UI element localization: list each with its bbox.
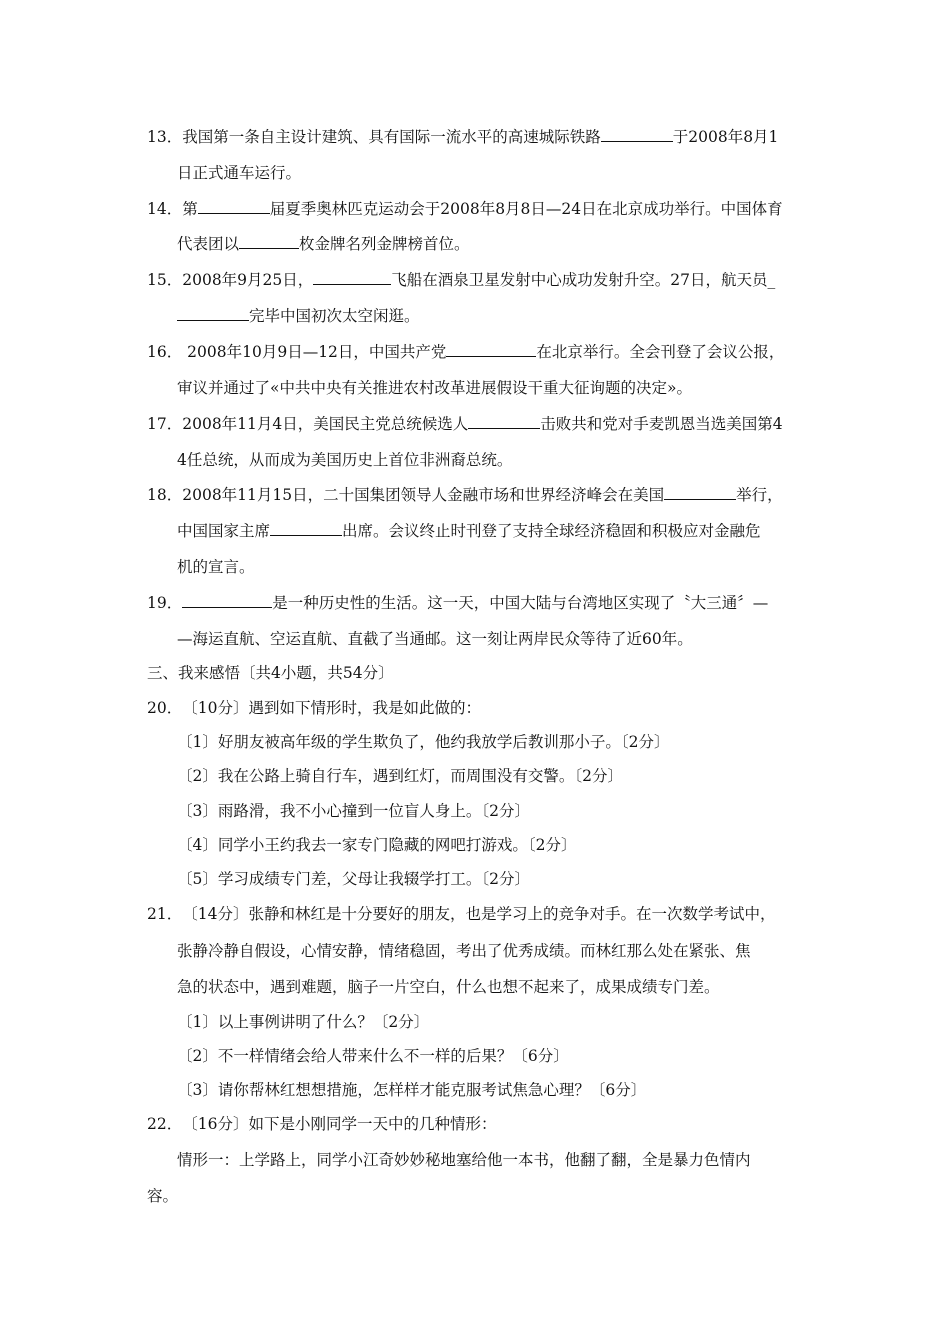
answer-blank[interactable] [446, 341, 536, 357]
question-text: 2008年11月4日，美国民主党总统候选人 [182, 415, 469, 433]
answer-blank[interactable] [198, 198, 270, 214]
question-text: 完毕中国初次太空闲逛。 [249, 307, 420, 325]
question-21-line-1 [147, 903, 775, 925]
question-18-line-1 [147, 484, 783, 506]
question-text: 届夏季奥林匹克运动会于2008年8月8日—24日在北京成功举行。中国体育 [269, 200, 783, 218]
question-13-line-1 [147, 126, 778, 148]
question-text: 〔14分〕张静和林红是十分要好的朋友，也是学习上的竞争对手。在一次数学考试中， [182, 905, 776, 923]
answer-blank[interactable] [239, 233, 299, 249]
question-21-item-1: 〔1〕以上事例讲明了什么？〔2分〕 [177, 1013, 430, 1031]
answer-blank[interactable] [468, 413, 540, 429]
question-22-line-3: 容。 [147, 1187, 179, 1205]
question-text: 飞船在酒泉卫星发射中心成功发射升空。27日，航天员_ [391, 271, 776, 289]
question-number: 17． [147, 415, 183, 433]
question-text: 击败共和党对手麦凯恩当选美国第4 [540, 415, 783, 433]
answer-blank[interactable] [177, 305, 249, 321]
question-number: 19． [147, 594, 183, 612]
question-21-item-2: 〔2〕不一样情绪会给人带来什么不一样的后果？〔6分〕 [177, 1047, 569, 1065]
question-number: 22． [147, 1115, 183, 1133]
question-16-line-2: 审议并通过了«中共中央有关推进农村改革进展假设干重大征询题的决定»。 [177, 379, 692, 397]
question-20-item-4: 〔4〕同学小王约我去一家专门隐藏的网吧打游戏。〔2分〕 [177, 836, 577, 854]
question-18-line-2 [177, 520, 761, 542]
question-text: 于2008年8月1 [672, 128, 779, 146]
question-number: 18． [147, 486, 183, 504]
question-text: 〔16分〕如下是小刚同学一天中的几种情形： [182, 1115, 497, 1133]
question-text: 举行， [736, 486, 783, 504]
question-number: 20． [147, 699, 183, 717]
question-text: 出席。会议终止时刊登了支持全球经济稳固和积极应对金融危 [342, 522, 761, 540]
question-text: 〔10分〕遇到如下情形时，我是如此做的： [182, 699, 481, 717]
question-21-item-3: 〔3〕请你帮林红想想措施，怎样样才能克服考试焦急心理？〔6分〕 [177, 1081, 647, 1099]
answer-blank[interactable] [664, 484, 736, 500]
question-15-line-2 [177, 305, 420, 327]
answer-blank[interactable] [601, 126, 673, 142]
answer-blank[interactable] [313, 269, 391, 285]
question-text: 2008年11月15日，二十国集团领导人金融市场和世界经济峰会在美国 [182, 486, 665, 504]
question-text: 第 [182, 200, 198, 218]
question-number: 15． [147, 271, 183, 289]
question-text: 是一种历史性的生活。这一天，中国大陆与台湾地区实现了〝大三通〞— [272, 594, 769, 612]
question-text: 在北京举行。全会刊登了会议公报， [536, 343, 785, 361]
question-21-line-2: 张静冷静自假设，心情安静，情绪稳固，考出了优秀成绩。而林红那么处在紧张、焦 [177, 942, 751, 960]
answer-blank[interactable] [182, 592, 272, 608]
section-heading: 三、我来感悟〔共4小题，共54分〕 [147, 664, 394, 682]
question-text: 代表团以 [177, 235, 240, 253]
question-14-line-2 [177, 233, 470, 255]
question-17-line-1 [147, 413, 783, 435]
question-22-stem [147, 1113, 496, 1135]
question-text: 枚金牌名列金牌榜首位。 [299, 235, 470, 253]
question-19-line-2: —海运直航、空运直航、直截了当通邮。这一刻让两岸民众等待了近60年。 [177, 630, 693, 648]
question-text: 2008年9月25日， [182, 271, 314, 289]
question-number: 14． [147, 200, 183, 218]
question-15-line-1 [147, 269, 775, 291]
question-22-line-2: 情形一：上学路上，同学小江奇妙妙秘地塞给他一本书，他翻了翻，全是暴力色情内 [177, 1151, 751, 1169]
question-number: 16． [147, 343, 183, 361]
question-text: 中国国家主席 [177, 522, 271, 540]
question-number: 21． [147, 905, 183, 923]
question-20-item-2: 〔2〕我在公路上骑自行车，遇到红灯，而周围没有交警。〔2分〕 [177, 767, 623, 785]
question-20-item-3: 〔3〕雨路滑，我不小心撞到一位盲人身上。〔2分〕 [177, 802, 530, 820]
question-17-line-2: 4任总统，从而成为美国历史上首位非洲裔总统。 [177, 451, 513, 469]
question-20-stem [147, 697, 481, 719]
question-21-line-3: 急的状态中，遇到难题，脑子一片空白，什么也想不起来了，成果成绩专门差。 [177, 978, 720, 996]
question-text: 2008年10月9日—12日，中国共产党 [182, 343, 447, 361]
question-text: 我国第一条自主设计建筑、具有国际一流水平的高速城际铁路 [182, 128, 601, 146]
answer-blank[interactable] [270, 520, 342, 536]
question-number: 13． [147, 128, 183, 146]
question-19-line-1 [147, 592, 768, 614]
question-16-line-1 [147, 341, 784, 363]
question-20-item-1: 〔1〕好朋友被高年级的学生欺负了，他约我放学后教训那小子。〔2分〕 [177, 733, 670, 751]
question-18-line-3: 机的宣言。 [177, 558, 255, 576]
question-20-item-5: 〔5〕学习成绩专门差，父母让我辍学打工。〔2分〕 [177, 870, 530, 888]
question-14-line-1 [147, 198, 783, 220]
question-13-line-2: 日正式通车运行。 [177, 164, 302, 182]
